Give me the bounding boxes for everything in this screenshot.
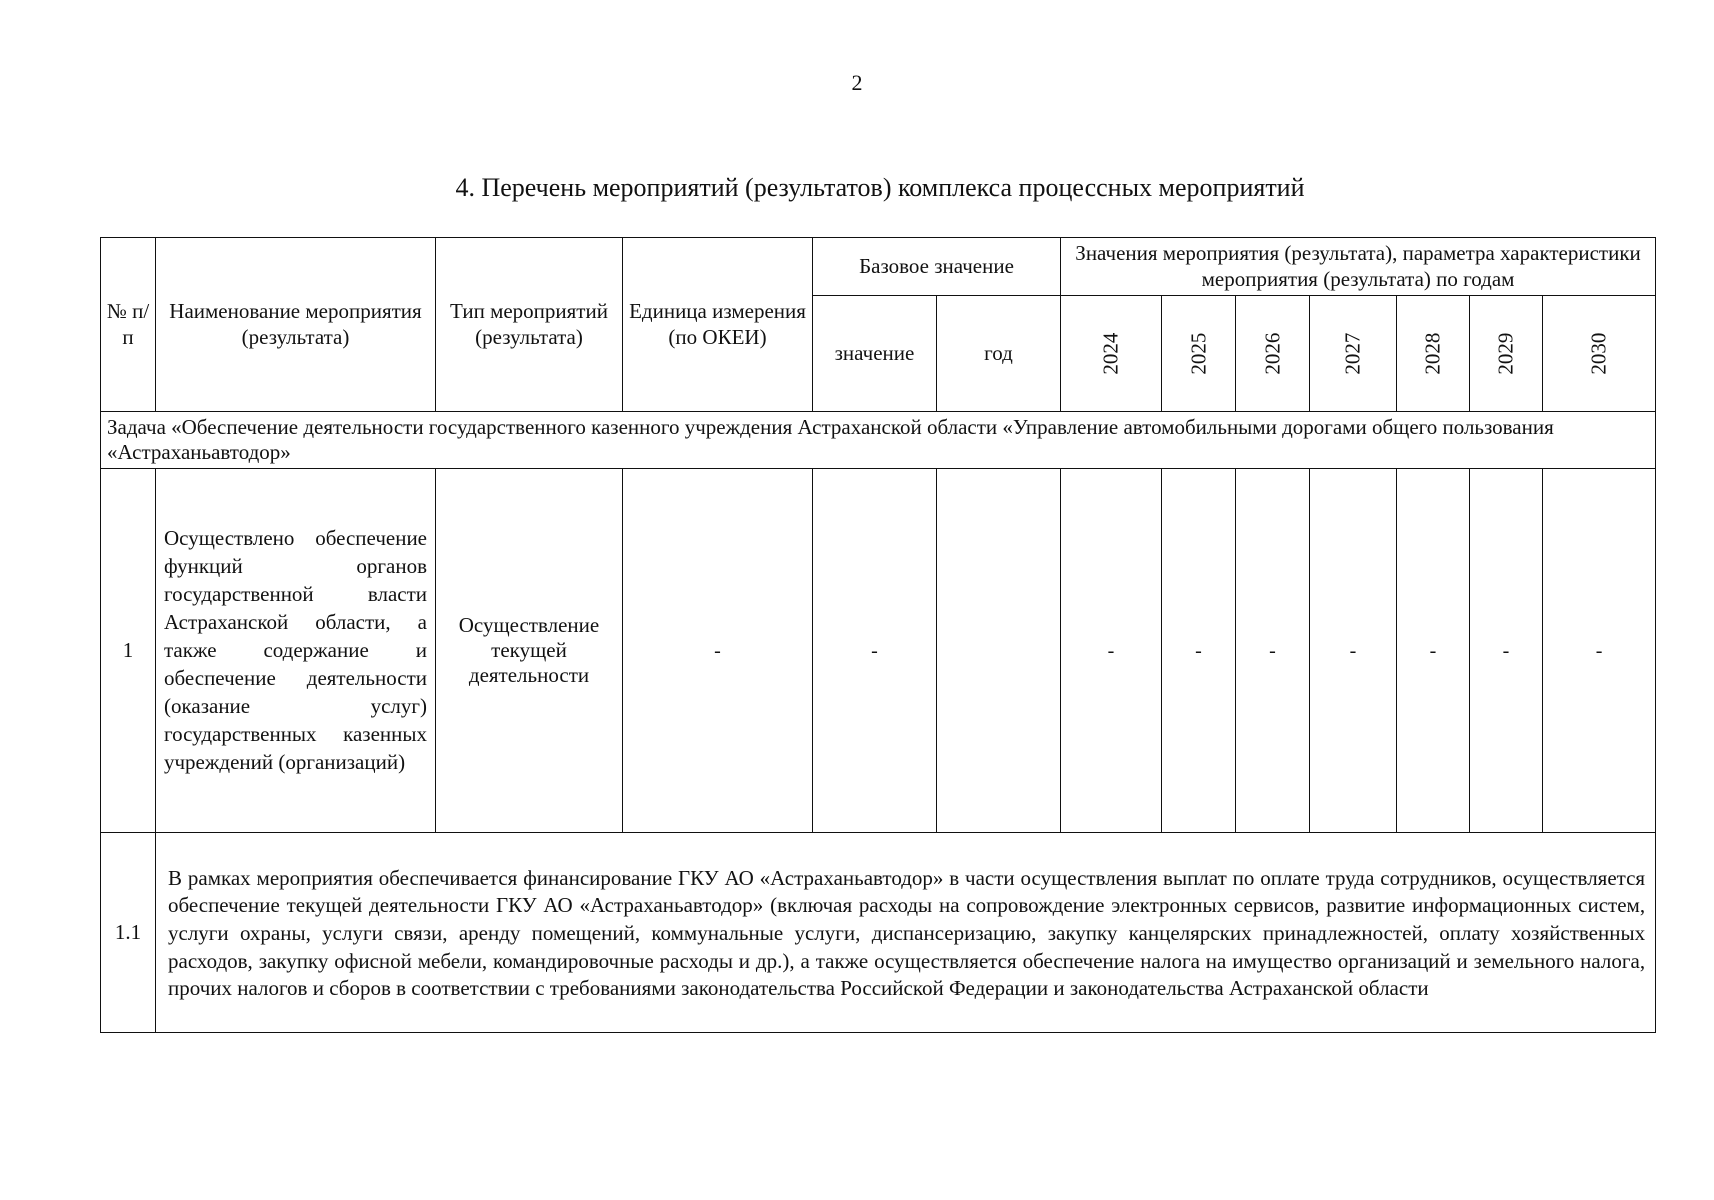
task-row: Задача «Обеспечение деятельности государственного казенного учреждения Астраханской области «Управление автомобильными дорогами общего пользования «Астраханьавтодор» <box>101 412 1656 469</box>
row1-year-value: - <box>1310 469 1397 833</box>
header-year-cell <box>1236 296 1310 412</box>
row1-year-value: - <box>1543 469 1656 833</box>
page-number: 2 <box>851 70 863 95</box>
row1-base-year <box>937 469 1061 833</box>
row1-year-value: - <box>1061 469 1162 833</box>
header-year: 2028 <box>1420 332 1445 375</box>
header-base-year: год <box>937 296 1061 412</box>
section-title: 4. Перечень мероприятий (результатов) комплекса процессных мероприятий <box>455 173 1305 202</box>
header-base-value: значение <box>813 296 937 412</box>
row1-1-num: 1.1 <box>101 833 156 1033</box>
row1-year-value: - <box>1162 469 1236 833</box>
row1-type: Осуществление текущей деятельности <box>436 469 623 833</box>
header-year: 2024 <box>1098 332 1123 375</box>
row1-num: 1 <box>101 469 156 833</box>
header-year: 2027 <box>1340 332 1365 375</box>
row1-1-description: В рамках мероприятия обеспечивается финансирование ГКУ АО «Астраханьавтодор» в части осуществления выплат по оплате труда сотрудников, осуществляется обеспечение текущей деятельности ГКУ АО «Астраханьавтодор» (включая расходы на сопровождение электронных сервисов, развитие информационных систем, услуги охраны, услуги связи, аренду помещений, коммунальные услуги, диспансеризацию, закупку канцелярских принадлежностей, оплату хозяйственных расходов, закупку офисной мебели, командировочные расходы и др.), а также осуществляется обеспечение налога на имущество организаций и земельного налога, прочих налогов и сборов в соответствии с требованиями законодательства Российской Федерации и законодательства Астраханской области <box>156 833 1656 1033</box>
row1-name: Осуществлено обеспечение функций органов государственной власти Астраханской области, а также содержание и обеспечение деятельности (оказание услуг) государственных казенных учреждений (организаций) <box>156 469 436 833</box>
header-type: Тип мероприятий (результата) <box>436 238 623 412</box>
header-base-group: Базовое значение <box>813 238 1061 296</box>
header-year: 2025 <box>1185 332 1210 375</box>
header-year: 2026 <box>1259 332 1284 375</box>
header-num: № п/п <box>101 238 156 412</box>
row1-year-value: - <box>1236 469 1310 833</box>
row1-year-value: - <box>1470 469 1543 833</box>
row1-year-value: - <box>1397 469 1470 833</box>
activities-table <box>100 237 1656 1033</box>
row1-base-value: - <box>813 469 937 833</box>
header-year-cell <box>1470 296 1543 412</box>
header-years-group: Значения мероприятия (результата), параметра характеристики мероприятия (результата) по годам <box>1061 238 1656 296</box>
header-year-cell <box>1162 296 1236 412</box>
header-name: Наименование мероприятия (результата) <box>156 238 436 412</box>
header-unit: Единица измерения (по ОКЕИ) <box>623 238 813 412</box>
header-year-cell <box>1397 296 1470 412</box>
header-year-cell <box>1310 296 1397 412</box>
header-year-cell <box>1061 296 1162 412</box>
row1-unit: - <box>623 469 813 833</box>
header-year: 2030 <box>1586 332 1611 375</box>
header-year-cell <box>1543 296 1656 412</box>
header-year: 2029 <box>1493 332 1518 375</box>
